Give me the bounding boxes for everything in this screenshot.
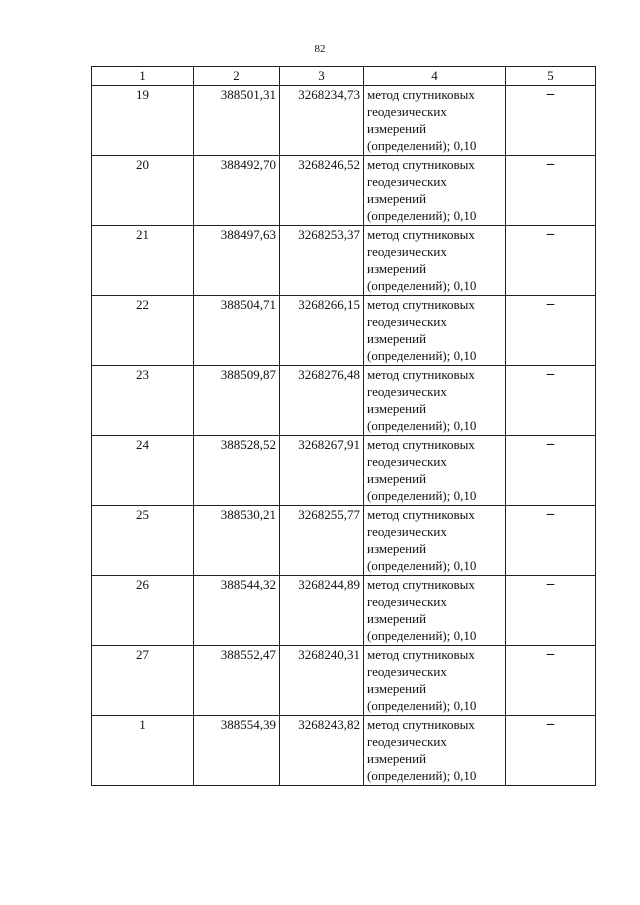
x-coordinate-cell: 388504,71	[194, 296, 280, 366]
note-cell: –	[506, 716, 596, 786]
point-number-cell: 26	[92, 576, 194, 646]
column-header-3: 3	[280, 67, 364, 86]
table-row	[92, 366, 596, 436]
x-coordinate-cell: 388554,39	[194, 716, 280, 786]
table-header-row	[92, 67, 596, 86]
method-cell: метод спутниковых геодезических измерений (определений); 0,10	[364, 156, 506, 226]
table-row	[92, 716, 596, 786]
point-number-cell: 23	[92, 366, 194, 436]
x-coordinate-cell: 388497,63	[194, 226, 280, 296]
column-header-5: 5	[506, 67, 596, 86]
table-row	[92, 296, 596, 366]
table-row	[92, 646, 596, 716]
y-coordinate-cell: 3268266,15	[280, 296, 364, 366]
x-coordinate-cell: 388544,32	[194, 576, 280, 646]
y-coordinate-cell: 3268240,31	[280, 646, 364, 716]
method-cell: метод спутниковых геодезических измерений (определений); 0,10	[364, 506, 506, 576]
coordinates-table	[91, 66, 596, 786]
note-cell: –	[506, 366, 596, 436]
point-number-cell: 21	[92, 226, 194, 296]
table-row	[92, 436, 596, 506]
method-cell: метод спутниковых геодезических измерений (определений); 0,10	[364, 716, 506, 786]
method-cell: метод спутниковых геодезических измерений (определений); 0,10	[364, 646, 506, 716]
note-cell: –	[506, 296, 596, 366]
method-cell: метод спутниковых геодезических измерений (определений); 0,10	[364, 576, 506, 646]
point-number-cell: 19	[92, 86, 194, 156]
point-number-cell: 25	[92, 506, 194, 576]
note-cell: –	[506, 576, 596, 646]
table-row	[92, 226, 596, 296]
method-cell: метод спутниковых геодезических измерений (определений); 0,10	[364, 86, 506, 156]
note-cell: –	[506, 226, 596, 296]
table-row	[92, 156, 596, 226]
y-coordinate-cell: 3268267,91	[280, 436, 364, 506]
method-cell: метод спутниковых геодезических измерений (определений); 0,10	[364, 366, 506, 436]
note-cell: –	[506, 156, 596, 226]
y-coordinate-cell: 3268246,52	[280, 156, 364, 226]
table-row	[92, 576, 596, 646]
note-cell: –	[506, 506, 596, 576]
note-cell: –	[506, 436, 596, 506]
y-coordinate-cell: 3268243,82	[280, 716, 364, 786]
column-header-2: 2	[194, 67, 280, 86]
x-coordinate-cell: 388501,31	[194, 86, 280, 156]
page-number: 82	[314, 43, 326, 55]
method-cell: метод спутниковых геодезических измерений (определений); 0,10	[364, 226, 506, 296]
column-header-1: 1	[92, 67, 194, 86]
y-coordinate-cell: 3268255,77	[280, 506, 364, 576]
note-cell: –	[506, 646, 596, 716]
table-row	[92, 506, 596, 576]
y-coordinate-cell: 3268276,48	[280, 366, 364, 436]
y-coordinate-cell: 3268253,37	[280, 226, 364, 296]
x-coordinate-cell: 388492,70	[194, 156, 280, 226]
y-coordinate-cell: 3268244,89	[280, 576, 364, 646]
point-number-cell: 22	[92, 296, 194, 366]
method-cell: метод спутниковых геодезических измерений (определений); 0,10	[364, 296, 506, 366]
x-coordinate-cell: 388528,52	[194, 436, 280, 506]
table-row	[92, 86, 596, 156]
point-number-cell: 24	[92, 436, 194, 506]
x-coordinate-cell: 388552,47	[194, 646, 280, 716]
x-coordinate-cell: 388509,87	[194, 366, 280, 436]
note-cell: –	[506, 86, 596, 156]
method-cell: метод спутниковых геодезических измерений (определений); 0,10	[364, 436, 506, 506]
point-number-cell: 1	[92, 716, 194, 786]
point-number-cell: 20	[92, 156, 194, 226]
point-number-cell: 27	[92, 646, 194, 716]
y-coordinate-cell: 3268234,73	[280, 86, 364, 156]
column-header-4: 4	[364, 67, 506, 86]
x-coordinate-cell: 388530,21	[194, 506, 280, 576]
